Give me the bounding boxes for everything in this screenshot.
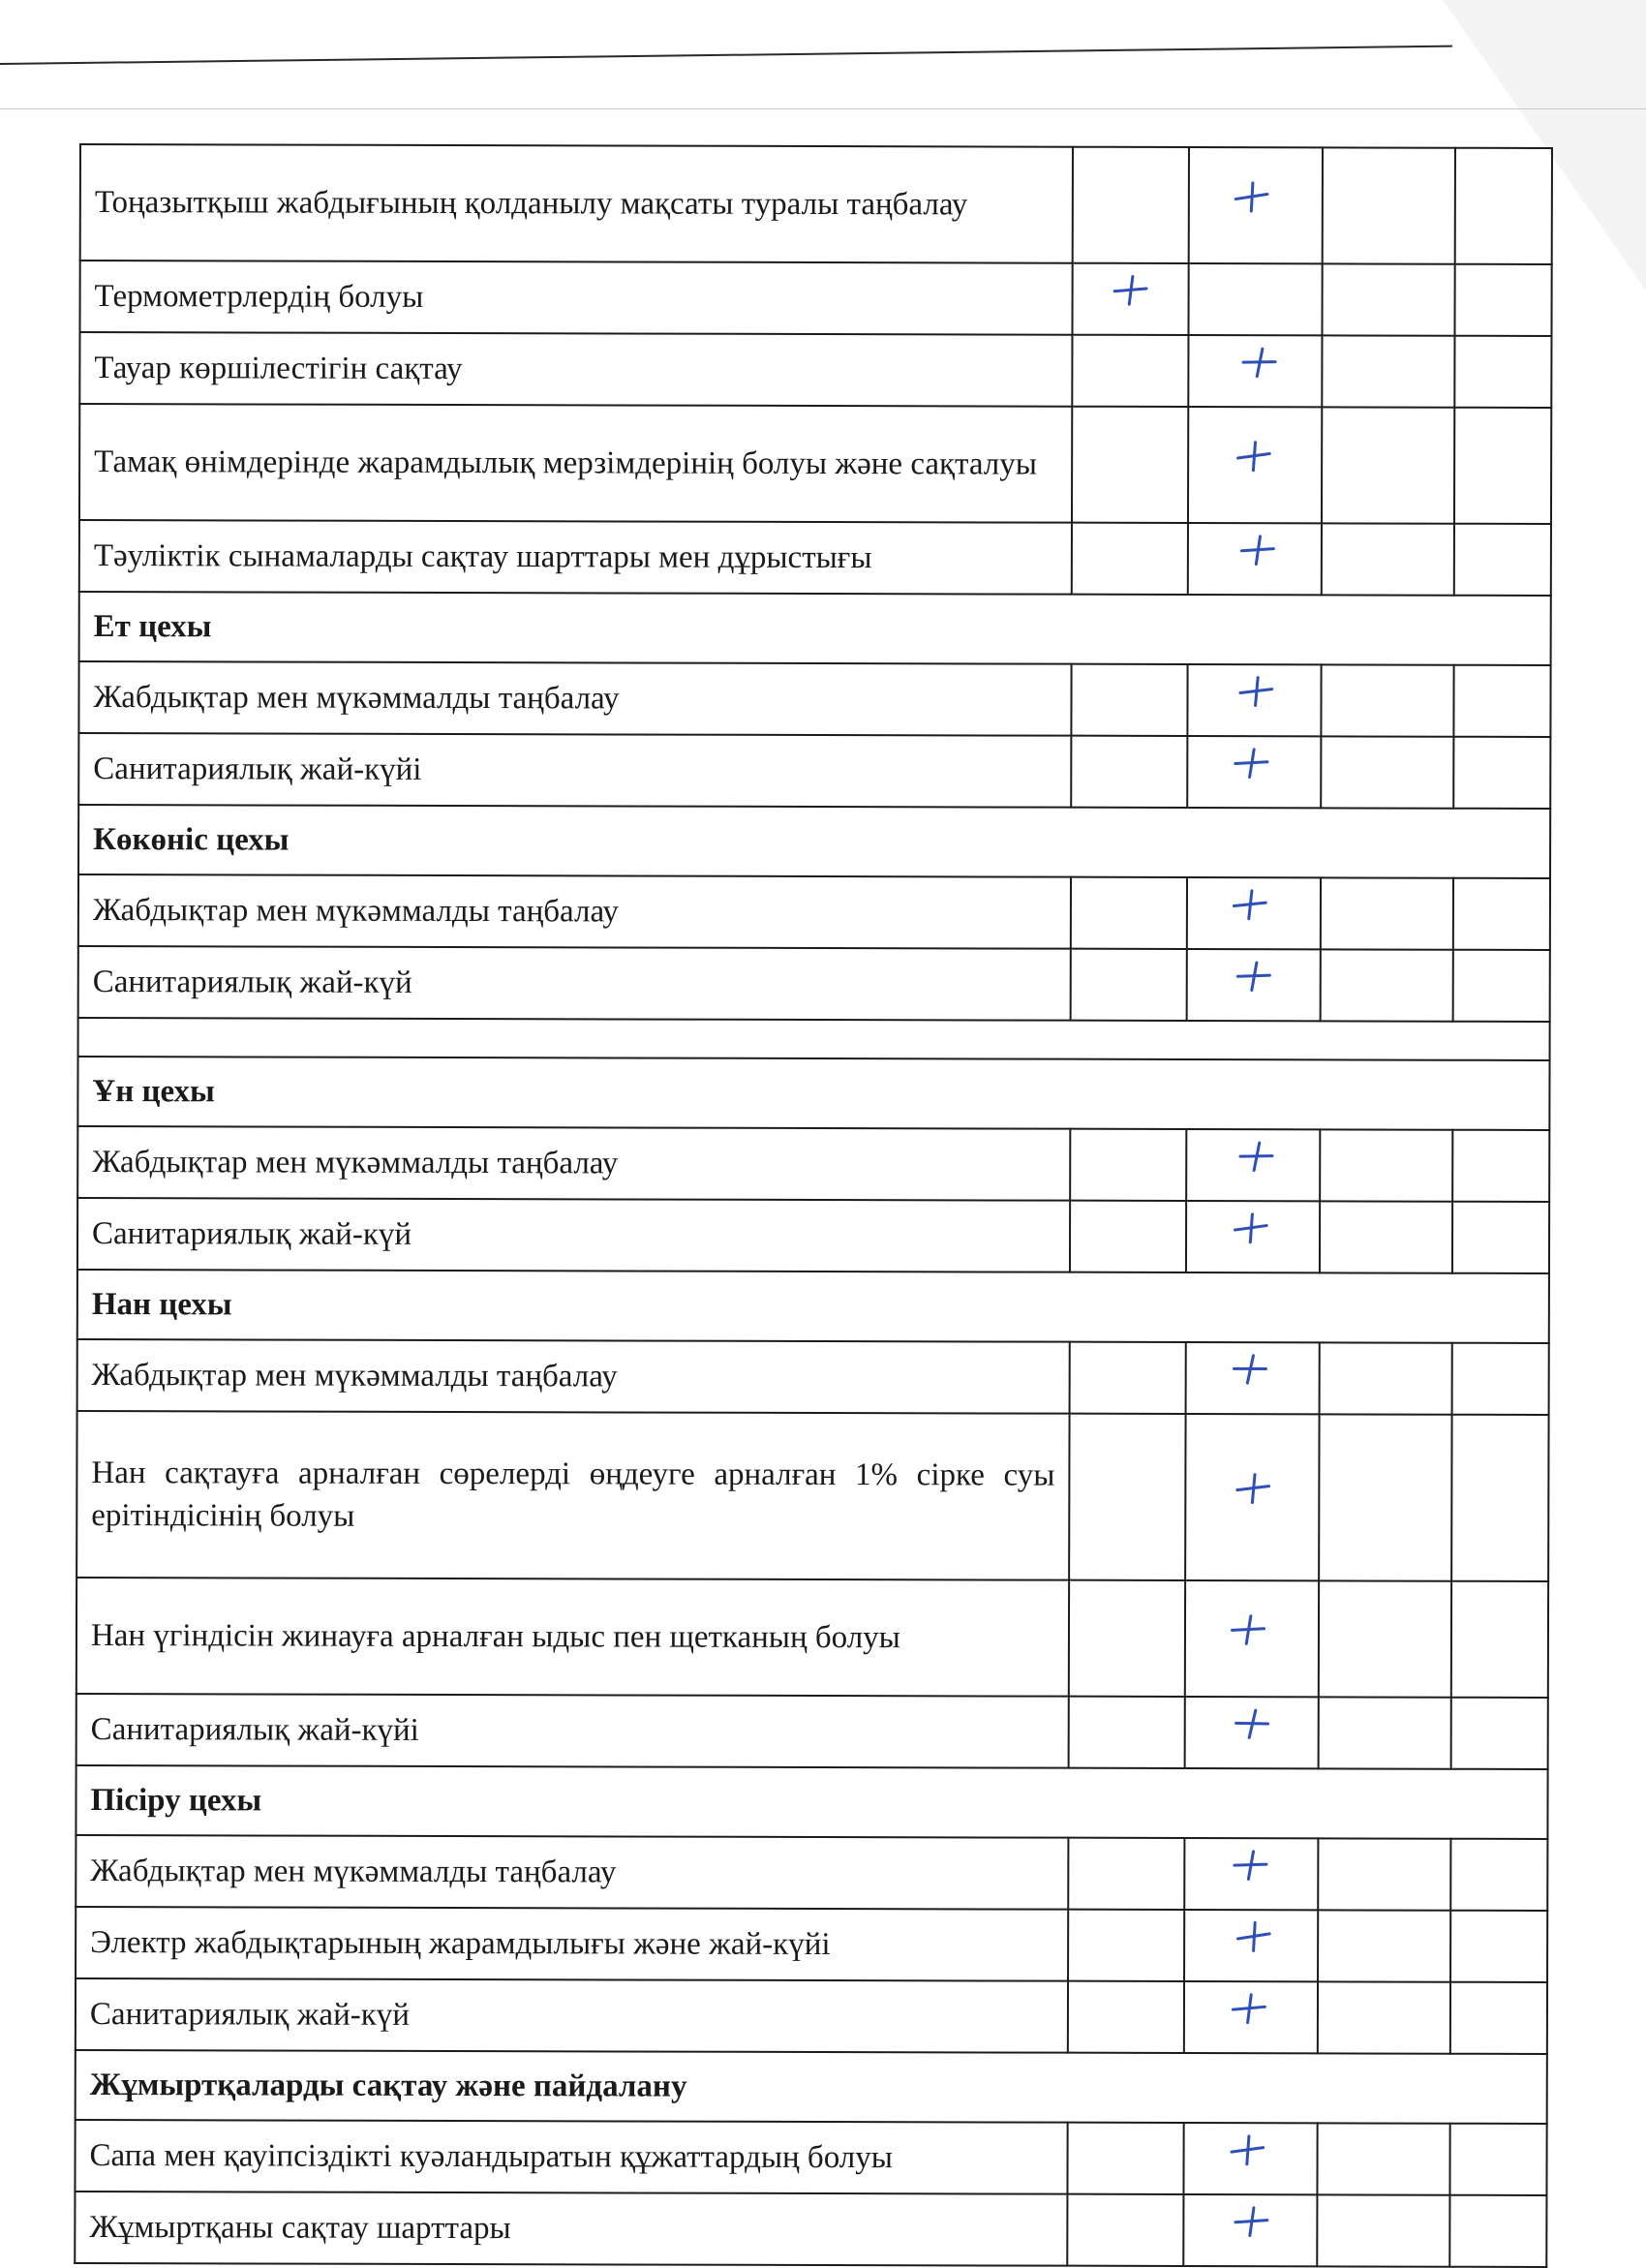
check-cell-1: [1071, 949, 1187, 1021]
check-cell-3: [1322, 263, 1454, 335]
checklist-item-label: Тауар көршілестігін сақтау: [79, 332, 1072, 407]
checklist-item-row: [76, 1835, 1547, 1911]
handwritten-plus-icon: [1238, 533, 1277, 567]
page-top-rule: [0, 46, 1452, 65]
check-cell-3: [1321, 877, 1453, 949]
checklist-item-label: Санитариялық жай-күйі: [76, 1694, 1069, 1768]
check-cell-extra: [1450, 1839, 1547, 1911]
checklist-item-label: Жабдықтар мен мүкәммалды таңбалау: [77, 1339, 1070, 1414]
check-cell-1: [1072, 407, 1188, 523]
check-cell-extra: [1451, 1698, 1548, 1769]
check-cell-1: [1069, 1697, 1185, 1768]
check-cell-3: [1320, 1201, 1452, 1272]
section-header-row: [77, 1270, 1549, 1343]
section-title: Пісіру цехы: [76, 1765, 1547, 1839]
check-cell-extra: [1453, 737, 1550, 809]
inspection-checklist-table: [74, 143, 1553, 2268]
handwritten-plus-icon: [1234, 958, 1273, 994]
check-cell-3: [1318, 1838, 1450, 1910]
checklist-item-label: Нан үгіндісін жинауға арналған ыдыс пен щетканың болуы: [76, 1578, 1069, 1697]
handwritten-plus-icon: [1233, 1917, 1274, 1955]
check-cell-2: [1188, 263, 1322, 335]
check-cell-2: [1185, 1697, 1319, 1768]
table-gap: [78, 1018, 1550, 1060]
check-cell-3: [1319, 1414, 1451, 1580]
checklist-item-label: Тәуліктік сынамаларды сақтау шарттары мен дұрыстығы: [79, 520, 1072, 595]
check-cell-extra: [1454, 264, 1551, 336]
check-cell-1: [1068, 1910, 1184, 1981]
check-cell-2: [1187, 736, 1321, 808]
page-faint-rule: [0, 108, 1646, 109]
check-cell-2: [1186, 1129, 1320, 1201]
check-cell-1: [1070, 1201, 1186, 1272]
checklist-item-label: Жабдықтар мен мүкәммалды таңбалау: [78, 874, 1071, 949]
check-cell-3: [1322, 523, 1454, 595]
check-cell-1: [1072, 335, 1188, 407]
check-cell-2: [1189, 147, 1323, 263]
check-cell-2: [1183, 2194, 1317, 2266]
check-cell-3: [1319, 1580, 1451, 1697]
check-cell-3: [1322, 335, 1454, 407]
handwritten-plus-icon: [1239, 344, 1280, 381]
check-cell-2: [1188, 523, 1322, 595]
checklist-item-label: Санитариялық жай-күй: [78, 946, 1071, 1021]
check-cell-extra: [1451, 1415, 1548, 1581]
checklist-body: [75, 144, 1552, 2267]
check-cell-extra: [1450, 1911, 1547, 1982]
section-title: Көкөніс цехы: [78, 805, 1550, 878]
checklist-item-row: [79, 520, 1551, 596]
checklist-item-row: [79, 261, 1551, 336]
check-cell-2: [1188, 407, 1322, 523]
check-cell-2: [1187, 949, 1321, 1021]
section-header-row: [76, 1765, 1547, 1839]
check-cell-extra: [1452, 1343, 1549, 1415]
handwritten-plus-icon: [1231, 1210, 1271, 1247]
check-cell-2: [1186, 1201, 1320, 1272]
section-header-row: [77, 1057, 1549, 1130]
handwritten-plus-icon: [1230, 1351, 1271, 1389]
check-cell-2: [1185, 1580, 1319, 1697]
checklist-item-row: [77, 1339, 1549, 1415]
handwritten-plus-icon: [1232, 2204, 1270, 2239]
check-cell-2: [1184, 1910, 1318, 1981]
checklist-item-row: [76, 1978, 1547, 2054]
checklist-item-row: [76, 1411, 1548, 1581]
check-cell-3: [1321, 736, 1453, 808]
check-cell-1: [1071, 664, 1187, 736]
check-cell-extra: [1454, 336, 1551, 408]
check-cell-extra: [1453, 950, 1550, 1022]
checklist-item-row: [77, 1126, 1549, 1202]
checklist-item-row: [78, 733, 1550, 809]
checklist-item-label: Термометрлердің болуы: [79, 261, 1072, 335]
check-cell-3: [1322, 407, 1454, 523]
checklist-item-row: [79, 404, 1551, 524]
check-cell-extra: [1452, 1202, 1549, 1273]
section-header-row: [76, 2050, 1547, 2124]
checklist-item-row: [76, 1907, 1547, 1982]
check-cell-2: [1187, 877, 1321, 949]
handwritten-plus-icon: [1231, 178, 1272, 216]
checklist-item-row: [78, 946, 1550, 1022]
check-cell-3: [1321, 664, 1453, 736]
check-cell-1: [1073, 147, 1189, 263]
check-cell-3: [1320, 1129, 1452, 1201]
checklist-item-label: Тоңазытқыш жабдығының қолданылу мақсаты туралы таңбалау: [80, 144, 1073, 263]
checklist-item-label: Жабдықтар мен мүкәммалды таңбалау: [76, 1835, 1068, 1910]
check-cell-1: [1072, 263, 1188, 335]
checklist-item-label: Электр жабдықтарының жарамдылығы және жай-күйі: [76, 1907, 1068, 1981]
handwritten-plus-icon: [1229, 1612, 1268, 1648]
section-title: Нан цехы: [77, 1270, 1549, 1343]
checklist-item-label: Жұмыртқаны сақтау шарттары: [75, 2191, 1067, 2266]
check-cell-extra: [1453, 878, 1550, 950]
check-cell-1: [1068, 1981, 1184, 2053]
check-cell-extra: [1454, 408, 1551, 524]
checklist-item-row: [76, 1694, 1548, 1769]
checklist-item-label: Санитариялық жай-күй: [76, 1978, 1068, 2053]
checklist-item-label: Жабдықтар мен мүкәммалды таңбалау: [78, 661, 1071, 736]
check-cell-3: [1317, 2123, 1449, 2194]
check-cell-3: [1321, 949, 1453, 1021]
check-cell-extra: [1454, 524, 1551, 596]
check-cell-3: [1319, 1697, 1451, 1768]
check-cell-3: [1323, 147, 1455, 263]
check-cell-extra: [1450, 1982, 1547, 2054]
checklist-item-label: Санитариялық жай-күйі: [78, 733, 1071, 808]
check-cell-extra: [1455, 148, 1552, 264]
check-cell-1: [1069, 1580, 1185, 1697]
checklist-item-row: [77, 1198, 1549, 1273]
check-cell-extra: [1453, 665, 1550, 737]
handwritten-plus-icon: [1231, 1704, 1272, 1742]
checklist-item-row: [79, 332, 1551, 408]
handwritten-plus-icon: [1235, 673, 1276, 710]
check-cell-1: [1069, 1414, 1185, 1580]
section-title: Ет цехы: [79, 592, 1551, 665]
check-cell-1: [1070, 1342, 1186, 1414]
checklist-item-row: [78, 874, 1550, 950]
handwritten-plus-icon: [1234, 438, 1274, 475]
check-cell-extra: [1449, 2195, 1546, 2267]
check-cell-3: [1318, 1981, 1450, 2053]
handwritten-plus-icon: [1227, 2131, 1267, 2169]
checklist-item-row: [75, 2120, 1546, 2195]
handwritten-plus-icon: [1232, 746, 1271, 782]
section-title: Ұн цехы: [77, 1057, 1549, 1130]
checklist-item-label: Санитариялық жай-күй: [77, 1198, 1070, 1272]
checklist-item-label: Жабдықтар мен мүкәммалды таңбалау: [77, 1126, 1070, 1201]
checklist-item-row: [78, 661, 1550, 737]
check-cell-extra: [1451, 1581, 1548, 1698]
section-header-row: [79, 592, 1551, 665]
check-cell-3: [1320, 1342, 1452, 1414]
handwritten-plus-icon: [1231, 1847, 1270, 1883]
check-cell-2: [1188, 335, 1322, 407]
check-cell-2: [1187, 664, 1321, 736]
section-title: Жұмыртқаларды сақтау және пайдалану: [76, 2050, 1547, 2124]
check-cell-3: [1318, 1910, 1450, 1981]
check-cell-1: [1068, 1838, 1184, 1910]
check-cell-1: [1072, 523, 1188, 595]
check-cell-2: [1184, 1838, 1318, 1910]
check-cell-1: [1067, 2194, 1183, 2266]
check-cell-1: [1070, 1129, 1186, 1201]
checklist-item-row: [75, 2191, 1546, 2267]
handwritten-plus-icon: [1230, 1991, 1269, 2027]
check-cell-1: [1067, 2123, 1183, 2194]
check-cell-2: [1186, 1342, 1320, 1414]
check-cell-2: [1184, 1981, 1318, 2053]
checklist-item-label: Тамақ өнімдерінде жарамдылық мерзімдерінің болуы және сақталуы: [79, 404, 1072, 523]
check-cell-extra: [1449, 2124, 1546, 2195]
section-header-row: [78, 805, 1550, 878]
checklist-item-row: [80, 144, 1552, 264]
handwritten-plus-icon: [1235, 1138, 1276, 1175]
checklist-item-row: [76, 1578, 1548, 1698]
check-cell-1: [1071, 877, 1187, 949]
checklist-item-label: Нан сақтауға арналған сөрелерді өңдеуге арналған 1% сірке суы ерітіндісінің болуы: [76, 1411, 1069, 1580]
check-cell-2: [1185, 1414, 1319, 1580]
checklist-item-label: Сапа мен қауіпсіздікті куәландыратын құжаттардың болуы: [75, 2120, 1067, 2194]
check-cell-extra: [1452, 1130, 1549, 1202]
check-cell-2: [1183, 2123, 1317, 2194]
handwritten-plus-icon: [1233, 1470, 1273, 1507]
check-cell-3: [1317, 2194, 1449, 2266]
handwritten-plus-icon: [1230, 887, 1269, 923]
handwritten-plus-icon: [1111, 273, 1150, 309]
check-cell-1: [1071, 736, 1187, 808]
